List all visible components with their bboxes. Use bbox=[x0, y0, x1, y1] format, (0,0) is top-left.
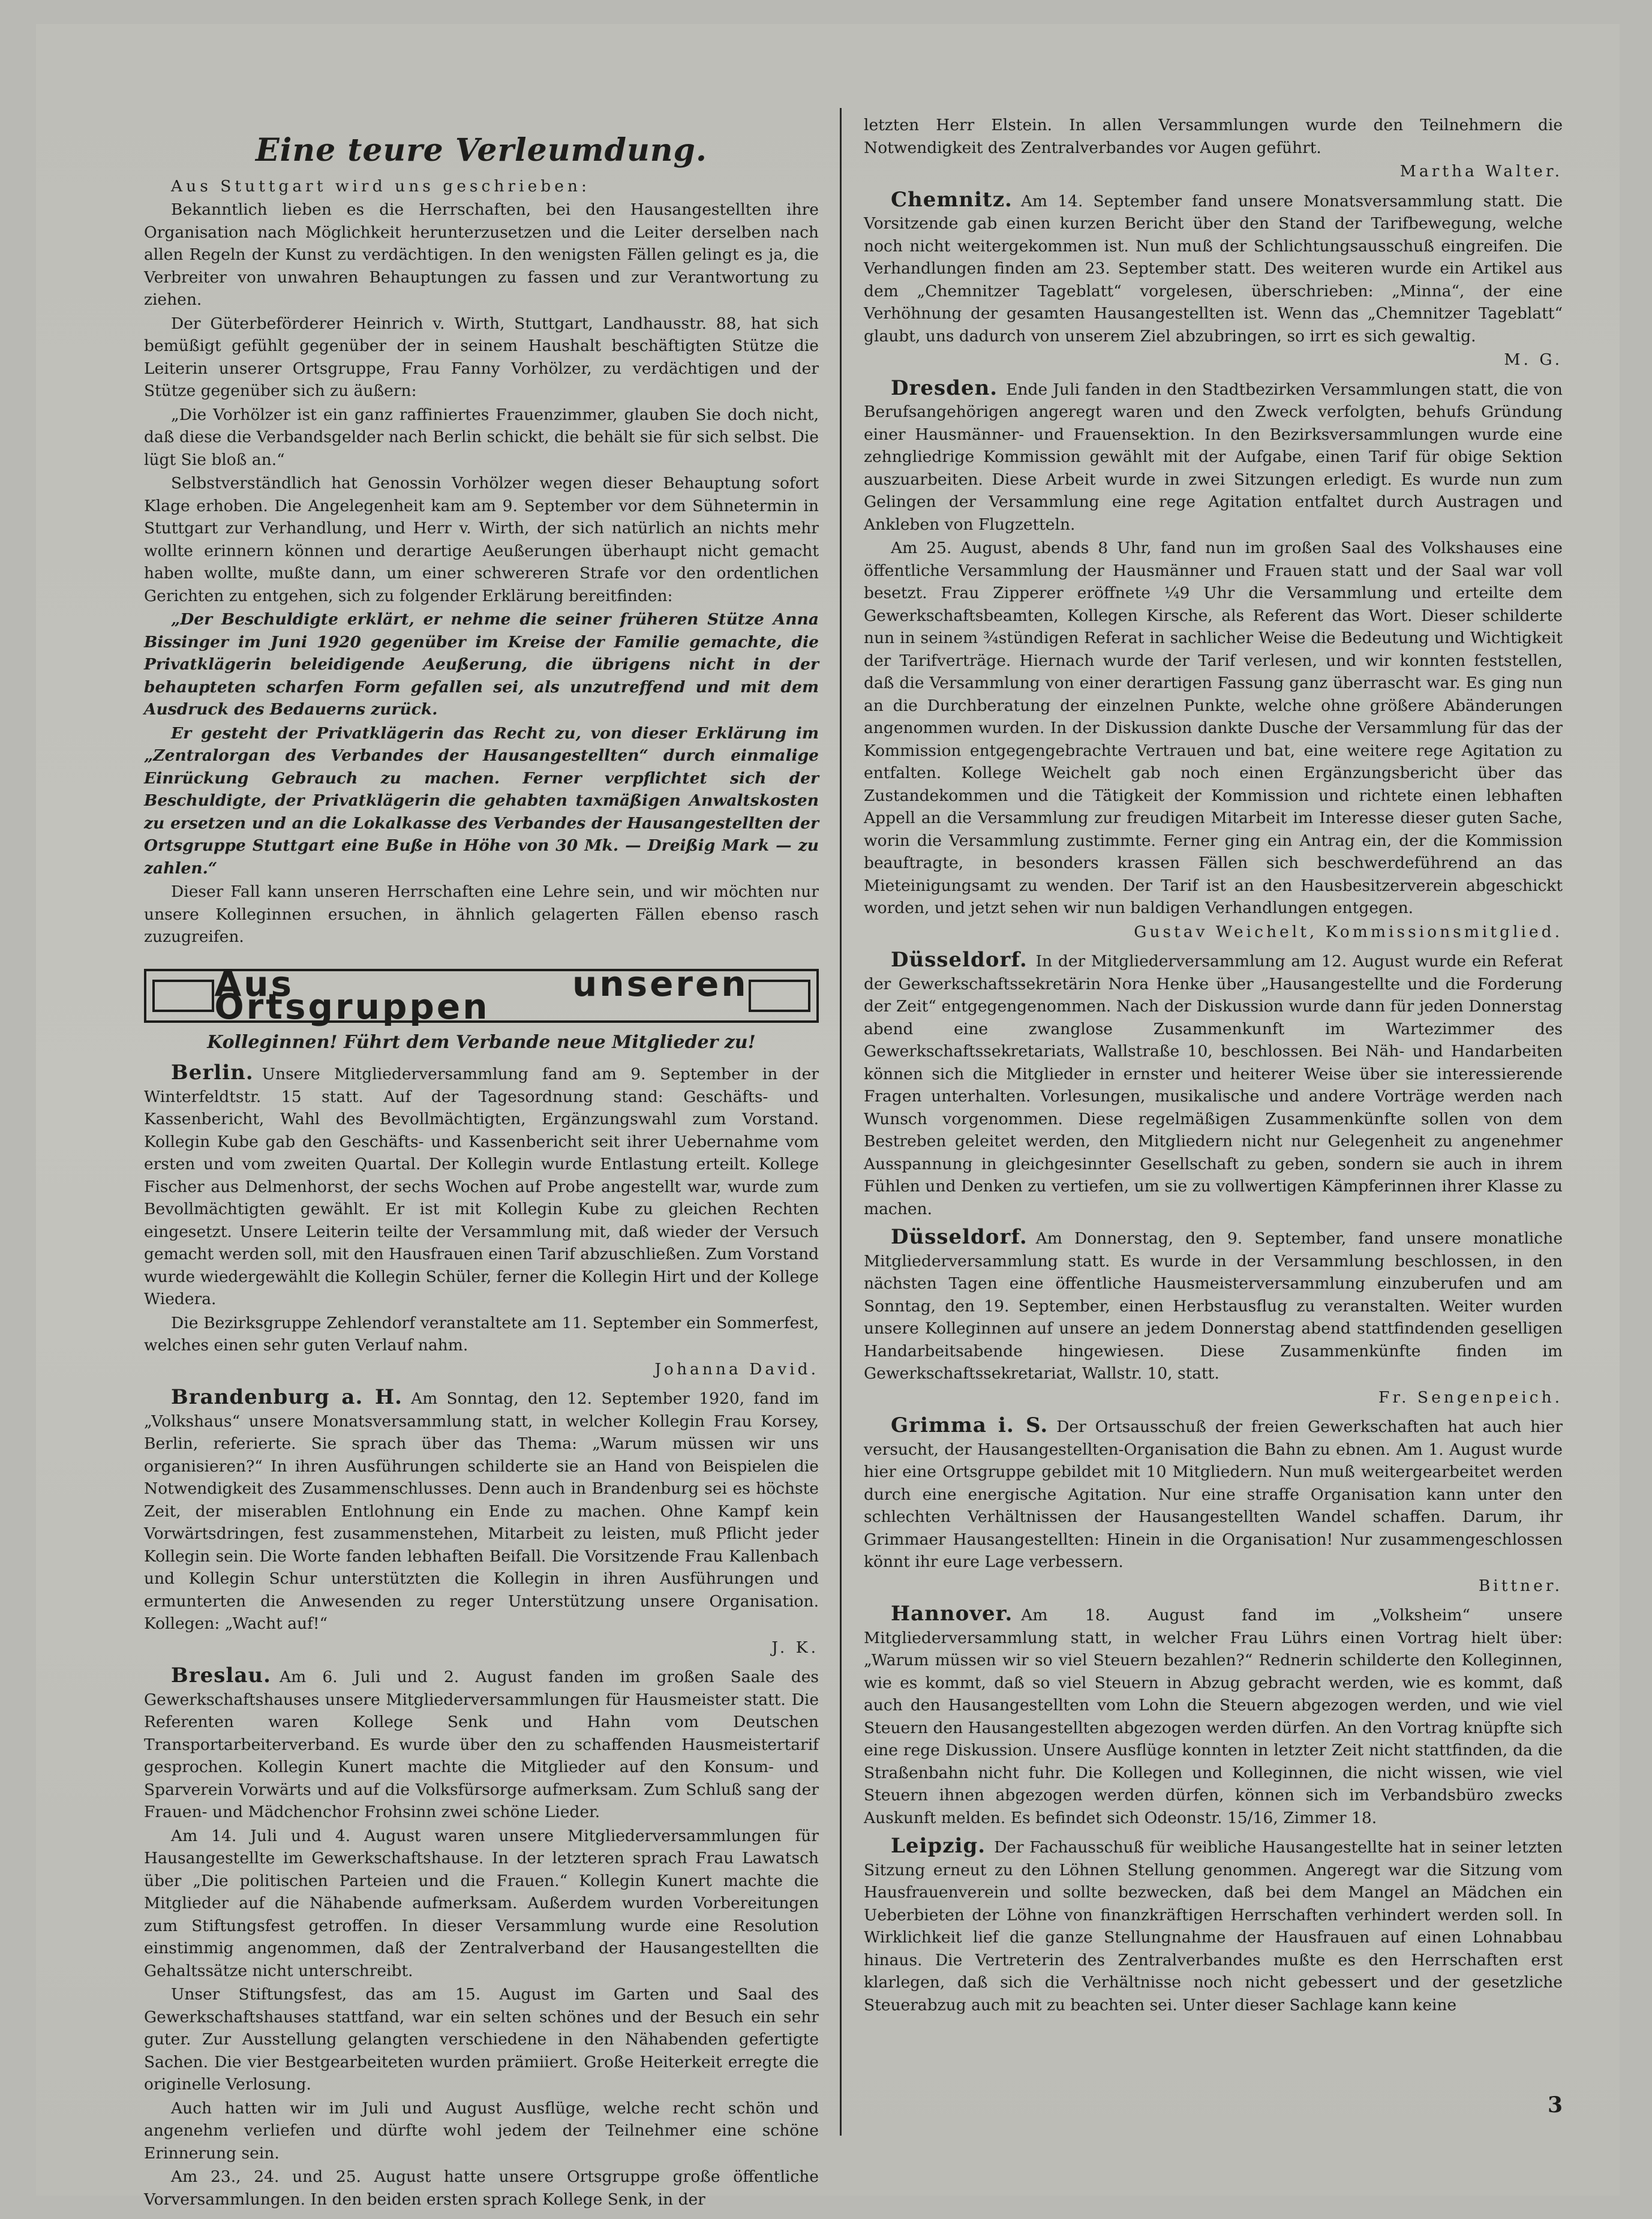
report-signature: Johanna David. bbox=[654, 1359, 819, 1379]
right-column bbox=[864, 114, 1563, 2017]
article-paragraph: Selbstverständlich hat Genossin Vorhölzer wegen dieser Behauptung sofort Klage erhoben. Die Angelegenheit kam am 9. September vor dem Sühnetermin in Stuttgart zur Verhandlung, und Herr v. Wirth, der sich natürlich an nichts mehr wollte erinnern können und derartige Aeußerungen überhaupt nicht gemacht haben wollte, mußte dann, um einer schwereren Strafe vor den ordentlichen Gerichten zu entgehen, sich zu folgender Erklärung bereitfinden: bbox=[144, 474, 819, 605]
report-signature: J. K. bbox=[771, 1638, 819, 1657]
section-title: Aus unseren Ortsgruppen bbox=[214, 963, 749, 1027]
article-quote: „Die Vorhölzer ist ein ganz raffiniertes Frauenzimmer, glauben Sie doch nicht, daß diese die Verbandsgelder nach Berlin schickt, die behält sie für sich selbst. Die lügt Sie bloß an.“ bbox=[144, 405, 819, 469]
report-text: Am 18. August fand im „Volksheim“ unsere Mitgliederversammlung statt, in welcher Frau Lührs einen Vortrag hielt über: „Warum müssen wir so viel Steuern bezahlen?“ Rednerin schilderte den Kolleginnen, wie es kommt, daß so viel Steuern in Abzug gebracht werden, wie es kommt, daß auch den Hausangestellten vom Lohn die Steuern abgezogen werden, und wie viel Steuern den Hausangestellten abgezogen werden dürfen. An den Vortrag knüpfte sich eine rege Diskussion. Unsere Ausflüge konnten in letzter Zeit nicht stattfinden, da die Straßenbahn nicht fuhr. Die Kollegen und Kolleginnen, die nicht wissen, wie viel Steuern ihnen abgezogen werden dürfen, können sich im Verbandsbüro zwecks Auskunft melden. Es befindet sich Odeonstr. 15/16, Zimmer 18. bbox=[864, 1606, 1563, 1827]
report-signature: M. G. bbox=[1504, 350, 1563, 369]
location-heading: Brandenburg a. H. bbox=[171, 1385, 403, 1409]
report-paragraph: Die Bezirksgruppe Zehlendorf veranstaltete am 11. September ein Sommerfest, welches einen sehr guten Verlauf nahm. bbox=[144, 1313, 819, 1355]
report-dresden bbox=[864, 377, 1563, 536]
report-signature: Martha Walter. bbox=[1399, 162, 1563, 181]
report-signature: Fr. Sengenpeich. bbox=[1378, 1388, 1563, 1407]
article-paragraph: Bekanntlich lieben es die Herrschaften, bei den Hausangestellten ihre Organisation nach Möglichkeit herunterzusetzen und die Leiter derselben nach allen Regeln der Kunst zu verdächtigen. In den wenigsten Fällen gelingt es ja, die Verbreiter von unwahren Behauptungen zu fassen und zur Verantwortung zu ziehen. bbox=[144, 200, 819, 309]
report-duesseldorf-1 bbox=[864, 949, 1563, 1220]
banner-ornament-left bbox=[152, 980, 214, 1012]
location-heading: Berlin. bbox=[171, 1061, 254, 1085]
report-signature: Gustav Weichelt, Kommissionsmitglied. bbox=[1134, 922, 1563, 941]
report-text: Am 6. Juli und 2. August fanden im großen Saale des Gewerkschaftshauses unsere Mitgliederversammlungen für Hausmeister statt. Die Referenten waren Kollege Senk und Hahn vom Deutschen Transportarbeiterverband. Es wurde über den zu schaffenden Hausmeistertarif gesprochen. Kollegin Kunert machte die Mitglieder auf den Konsum- und Sparverein Vorwärts und auf die Volksfürsorge aufmerksam. Zum Schluß sang der Frauen- und Mädchenchor Frohsinn zwei schöne Lieder. bbox=[144, 1668, 819, 1821]
dateline: Aus Stuttgart wird uns geschrieben: bbox=[171, 176, 590, 196]
report-text: Am Sonntag, den 12. September 1920, fand im „Volkshaus“ unsere Monatsversammlung statt, in welcher Kollegin Frau Korsey, Berlin, referierte. Sie sprach über das Thema: „Warum müssen wir uns organisieren?“ In ihren Ausführungen schilderte sie an Hand von Beispielen die Notwendigkeit des Zusammenschlusses. Denn auch in Brandenburg sei es höchste Zeit, der miserablen Entlohnung ein Ende zu machen. Ohne Kampf kein Vorwärtsdringen, fest zusammenstehen, Mitarbeit zu leisten, muß Pflicht jeder Kollegin sein. Die Worte fanden lebhaften Beifall. Die Vorsitzende Frau Kallenbach und Kollegin Schur unterstützten die Kollegin in ihren Ausführungen und ermunterten die Anwesenden zu reger Unterstützung unsere Organisation. Kollegen: „Wacht auf!“ bbox=[144, 1389, 819, 1633]
report-berlin bbox=[144, 1062, 819, 1311]
report-text: Am 14. September fand unsere Monatsversammlung statt. Die Vorsitzende gab einen kurzen Bericht über den Stand der Tarifbewegung, welche noch nicht weitergekommen ist. Nun muß der Schlichtungsausschuß eingreifen. Die Verhandlungen finden am 23. September statt. Des weiteren wurde ein Artikel aus dem „Chemnitzer Tageblatt“ vorgelesen, überschrieben: „Minna“, der eine Verhöhnung der gesamten Hausangestellten ist. Wenn das „Chemnitzer Tageblatt“ glaubt, uns dadurch von unserem Ziel abzubringen, so irrt es sich gewaltig. bbox=[864, 191, 1563, 346]
report-leipzig bbox=[864, 1835, 1563, 2016]
column-divider bbox=[840, 108, 842, 2136]
report-brandenburg bbox=[144, 1386, 819, 1635]
article-headline: Eine teure Verleumdung. bbox=[255, 132, 708, 169]
location-heading: Düsseldorf. bbox=[891, 1225, 1028, 1249]
report-text: Der Ortsausschuß der freien Gewerkschaften hat auch hier versucht, der Hausangestellten-Organisation die Bahn zu ebnen. Am 1. August wurde hier eine Ortsgruppe gebildet mit 10 Mitgliedern. Nun muß weitergearbeitet werden durch eine energische Agitation. Nur eine straffe Organisation kann unter den schlechten Verhältnissen der Hausangestellten Wandel schaffen. Darum, ihr Grimmaer Hausangestellten: Hinein in die Organisation! Nur zusammengeschlossen könnt ihr eure Lage verbessern. bbox=[864, 1418, 1563, 1571]
report-paragraph: Unser Stiftungsfest, das am 15. August im Garten und Saal des Gewerkschaftshauses stattfand, war ein selten schönes und der Besuch ein sehr guter. Zur Ausstellung gelangten verschiedene in den Nähabenden gefertigte Sachen. Die vier Bestgearbeiteten wurden prämiiert. Große Heiterkeit erregte die originelle Verlosung. bbox=[144, 1985, 819, 2094]
report-duesseldorf-2 bbox=[864, 1226, 1563, 1385]
report-paragraph: Auch hatten wir im Juli und August Ausflüge, welche recht schön und angenehm verliefen und dürfte wohl jedem der Teilnehmer eine schöne Erinnerung sein. bbox=[144, 2098, 819, 2163]
location-heading: Leipzig. bbox=[891, 1834, 986, 1858]
report-text: Ende Juli fanden in den Stadtbezirken Versammlungen statt, die von Berufsangehörigen angeregt waren und den Zweck verfolgten, behufs Gründung einer Hausmänner- und Frauensektion. In den Bezirksversammlungen wurde eine zehngliedrige Kommission gewählt mit der Aufgabe, einen Tarif für obige Sektion auszuarbeiten. Diese Arbeit wurde in zwei Sitzungen erledigt. Es wurde nun zum Gelingen der Versammlung eine rege Agitation entfaltet durch Austragen und Ankleben von Flugzetteln. bbox=[864, 380, 1563, 534]
report-signature: Bittner. bbox=[1478, 1576, 1563, 1595]
location-heading: Düsseldorf. bbox=[891, 948, 1028, 972]
section-banner bbox=[144, 963, 819, 1027]
location-heading: Hannover. bbox=[891, 1602, 1013, 1626]
report-paragraph: Am 25. August, abends 8 Uhr, fand nun im großen Saal des Volkshauses eine öffentliche Versammlung der Hausmänner und Frauen statt und der Saal war voll besetzt. Frau Zipperer eröffnete ¼9 Uhr die Versammlung und erteilte dem Gewerkschaftsbeamten, Kollegen Kirsche, als Referent das Wort. Dieser schilderte nun in seinem ¾stündigen Referat in sachlicher Weise die Bedeutung und Wichtigkeit der Tarifverträge. Hiernach wurde der Tarif verlesen, und wir konnten feststellen, daß die Versammlung von einer derartigen Fassung ganz überrascht war. Es ging nun an die Durchberatung der einzelnen Punkte, welche ohne größere Abänderungen angenommen wurden. In der Diskussion dankte Dusche der Versammlung für das der Kommission entgegengebrachte Vertrauen und bat, eine weitere rege Agitation zu entfalten. Kollege Weichelt gab noch einen Ergänzungsbericht über das Zustandekommen und die Tätigkeit der Kommission und richtete einen lebhaften Appell an die Versammlung zur freudigen Mitarbeit im Interesse dieser guten Sache, worin die Versammlung zustimmte. Ferner ging ein Antrag ein, der die Kommission beauftragte, in besonders krassen Fällen sich beschwerdeführend an das Mieteinigungsamt zu wenden. Der Tarif ist an den Hausbesitzerverein abgeschickt worden, und jetzt sehen wir nun baldigen Verhandlungen entgegen. bbox=[864, 539, 1563, 917]
newspaper-page bbox=[36, 24, 1620, 2209]
report-text: Der Fachausschuß für weibliche Hausangestellte hat in seiner letzten Sitzung erneut zu den Löhnen Stellung genommen. Angeregt war die Sitzung vom Hausfrauenverein und sollte bezwecken, daß bei dem Mangel an Mädchen ein Ueberbieten der Löhne von finanzkräftigen Herrschaften verhindert werden soll. In Wirklichkeit lief die ganze Stellungnahme der Hausfrauen auf einen Lohnabbau hinaus. Die Vertreterin des Zentralverbandes mußte es den Herrschaften erst klarlegen, daß sich die Verhältnisse noch nicht gebessert und der gesetzliche Steuerabzug auch mit zu beachten sei. Unter dieser Sachlage kann keine bbox=[864, 1838, 1563, 2014]
report-text: Unsere Mitgliederversammlung fand am 9. September in der Winterfeldtstr. 15 statt. Auf der Tagesordnung stand: Geschäfts- und Kassenbericht, Wahl des Bevollmächtigten, Ergänzungswahl zum Vorstand. Kollegin Kube gab den Geschäfts- und Kassenbericht seit ihrer Uebernahme vom ersten und vom zweiten Quartal. Der Kollegin wurde Entlastung erteilt. Kollege Fischer aus Delmenhorst, der sechs Wochen auf Probe angestellt war, wurde zum Bevollmächtigten gewählt. Er ist mit Kollegin Kube zu gleichen Rechten eingesetzt. Unsere Leiterin teilte der Versammlung mit, daß wieder der Versuch gemacht werden soll, mit den Hausfrauen einen Tarif abzuschließen. Zum Vorstand wurde wiedergewählt die Kollegin Schüler, ferner die Kollegin Hirt und der Kollege Wiedera. bbox=[144, 1065, 819, 1308]
declaration-paragraph: „Der Beschuldigte erklärt, er nehme die seiner früheren Stütze Anna Bissinger im Juni 1920 gegenüber im Kreise der Familie gemachte, die Privatklägerin beleidigende Aeußerung, die übrigens nicht in der behaupteten scharfen Form gefallen sei, als unzutreffend und mit dem Ausdruck des Bedauerns zurück. bbox=[144, 610, 819, 719]
report-paragraph: Am 14. Juli und 4. August waren unsere Mitgliederversammlungen für Hausangestellte im Gewerkschaftshause. In der letzteren sprach Frau Lawatsch über „Die politischen Parteien und die Frauen.“ Kollegin Kunert machte die Mitglieder auf die Nähabende aufmerksam. Außerdem wurden Vorbereitungen zum Stiftungsfest getroffen. In dieser Versammlung wurde eine Resolution einstimmig angenommen, daß der Zentralverband der Hausangestellten die Gehaltssätze nicht unterschreibt. bbox=[144, 1826, 819, 1980]
location-heading: Dresden. bbox=[891, 376, 998, 400]
continued-paragraph: letzten Herr Elstein. In allen Versammlungen wurde den Teilnehmern die Notwendigkeit des Zentralverbandes vor Augen geführt. bbox=[864, 116, 1563, 157]
report-chemnitz bbox=[864, 189, 1563, 348]
location-heading: Chemnitz. bbox=[891, 187, 1013, 212]
report-hannover bbox=[864, 1603, 1563, 1829]
page-number: 3 bbox=[1547, 2092, 1563, 2118]
location-heading: Grimma i. S. bbox=[891, 1413, 1049, 1437]
left-column bbox=[144, 114, 819, 2212]
report-text: Am Donnerstag, den 9. September, fand unsere monatliche Mitgliederversammlung statt. Es wurde in der Versammlung beschlossen, in den nächsten Tagen eine öffentliche Hausmeisterversammlung einzuberufen und am Sonntag, den 19. September, einen Herbstausflug zu veranstalten. Weiter wurden unsere Kolleginnen auf unsere an jedem Donnerstag abend stattfindenden geselligen Handarbeitsabende hingewiesen. Diese Zusammenkünfte finden im Gewerkschaftssekretariat, Wallstr. 10, statt. bbox=[864, 1229, 1563, 1383]
banner-ornament-right bbox=[749, 980, 810, 1012]
article-paragraph: Der Güterbeförderer Heinrich v. Wirth, Stuttgart, Landhausstr. 88, hat sich bemüßigt gefühlt gegenüber der in seinem Haushalt beschäftigten Stütze die Leiterin unserer Ortsgruppe, Frau Fanny Vorhölzer, zu verdächtigen und der Stütze gegenüber sich zu äußern: bbox=[144, 314, 819, 400]
report-paragraph: Am 23., 24. und 25. August hatte unsere Ortsgruppe große öffentliche Vorversammlungen. In den beiden ersten sprach Kollege Senk, in der bbox=[144, 2167, 819, 2209]
location-heading: Breslau. bbox=[171, 1664, 271, 1687]
report-text: In der Mitgliederversammlung am 12. August wurde ein Referat der Gewerkschaftssekretärin Nora Henke über „Hausangestellte und die Forderung der Zeit“ entgegengenommen. Nach der Diskussion wurde dann für jeden Donnerstag abend eine zwanglose Zusammenkunft im Wartezimmer des Gewerkschaftssekretariats, Wallstraße 10, beschlossen. Bei Näh- und Handarbeiten können sich die Mitglieder in ernster und heiterer Weise über sie interessierende Fragen unterhalten. Vorlesungen, musikalische und andere Vorträge werden nach Wunsch vorgenommen. Diese regelmäßigen Zusammenkünfte sollen von dem Bestreben geleitet werden, den Mitgliedern nicht nur Gelegenheit zu angenehmer Ausspannung in gleichgesinnter Gesellschaft zu geben, sondern sie auch in ihrem Fühlen und Denken zu vertiefen, um sie zu vollwertigen Kämpferinnen ihrer Klasse zu machen. bbox=[864, 952, 1563, 1218]
declaration-paragraph: Er gesteht der Privatklägerin das Recht zu, von dieser Erklärung im „Zentralorgan des Verbandes der Hausangestellten“ durch einmalige Einrückung Gebrauch zu machen. Ferner verpflichtet sich der Beschuldigte, der Privatklägerin die gehabten taxmäßigen Anwaltskosten zu ersetzen und an die Lokalkasse des Verbandes der Hausangestellten der Ortsgruppe Stuttgart eine Buße in Höhe von 30 Mk. — Dreißig Mark — zu zahlen.“ bbox=[144, 723, 819, 878]
report-grimma bbox=[864, 1415, 1563, 1574]
section-slogan: Kolleginnen! Führt dem Verbande neue Mitglieder zu! bbox=[207, 1031, 756, 1053]
article-closing: Dieser Fall kann unseren Herrschaften eine Lehre sein, und wir möchten nur unsere Kolleginnen ersuchen, in ähnlich gelagerten Fällen ebenso rasch zuzugreifen. bbox=[144, 882, 819, 946]
report-breslau bbox=[144, 1665, 819, 1824]
